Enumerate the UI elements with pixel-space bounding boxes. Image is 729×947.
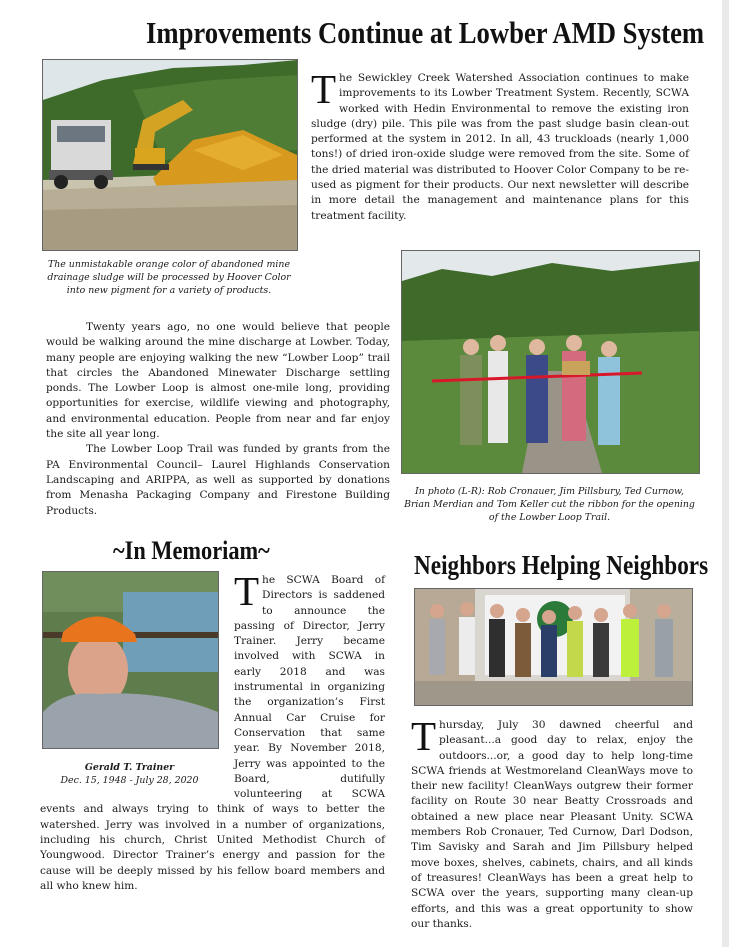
ribbon-photo-caption: In photo (L-R): Rob Cronauer, Jim Pillsbury, Ted Curnow, Brian Merdian and Tom Keller cut the ribbon for the opening of the Lowber Loop Trail.: [404, 486, 695, 523]
memoriam-headline: ~In Memoriam~: [113, 536, 270, 565]
lowber-headline: Improvements Continue at Lowber AMD System: [146, 15, 705, 50]
dropcap: T: [311, 66, 337, 112]
page-edge: [722, 0, 729, 947]
dropcap: T: [234, 568, 260, 614]
memoriam-text: The SCWA Board of Directors is saddened to announce the passing of Director, Jerry Trainer. Jerry became involved with SCWA in early 2018 and was instrumental in organizing the organization’s First Annual Car Cruise for Conservation that same year. By November 2018, Jerry was appointed to the Board, dutifully volunteering at SCWA events and always trying to think of ways to better the watershed. Jerry was involved in a number of organizations, including his church, Christ United Methodist Church of Youngwood. Director Trainer’s energy and passion for the cause will be deeply missed by his fellow board members and all who knew him.: [40, 568, 385, 892]
sludge-pile-photo: [42, 59, 298, 251]
ribbon-cutting-photo: [401, 250, 700, 474]
neighbors-headline: Neighbors Helping Neighbors: [414, 550, 709, 580]
trainer-name: Gerald T. Trainer: [84, 762, 175, 773]
trainer-dates: Dec. 15, 1948 - July 28, 2020: [60, 775, 199, 786]
cleanways-group-photo: [414, 588, 693, 706]
neighbors-article-text: Thursday, July 30 dawned cheerful and pleasant...a good day to relax, enjoy the outdoors...or, a good day to help long-time SCWA friends at Westmoreland CleanWays move to their new facility! CleanWays outgrew their former facility on Route 30 near Beatty Crossroads and obtained a new place near Pleasant Unity. SCWA members Rob Cronauer, Ted Curnow, Darl Dodson, Tim Savisky and Sarah and Jim Pillsbury helped move boxes, shelves, cabinets, chairs, and all kinds of treasures! CleanWays has been a great help to SCWA over the years, supporting many clean-up efforts, and this was a great opportunity to show our thanks.: [411, 713, 693, 930]
memoriam-photo-gap: [40, 573, 234, 801]
dropcap: T: [411, 713, 437, 759]
lowber-loop-paragraph-2: The Lowber Loop Trail was funded by grants from the PA Environmental Council– Laurel Highlands Conservation Landscaping and ARIPPA, as well as supported by donations from Menasha Packaging Company and Firestone Building Products.: [46, 443, 390, 517]
sludge-photo-caption: The unmistakable orange color of abandoned mine drainage sludge will be processed by Hoover Color into new pigment for a variety of products.: [47, 259, 291, 296]
lowber-loop-paragraph-1: Twenty years ago, no one would believe that people would be walking around the mine discharge at Lowber. Today, many people are enjoying walking the new “Lowber Loop” trail that circles the Abandoned Minewater Discharge settling ponds. The Lowber Loop is almost one-mile long, providing opportunities for exercise, wildlife viewing and photography, and environmental education. People from near and far enjoy the site all year long.: [46, 321, 390, 441]
lowber-loop-text: [46, 320, 390, 519]
lowber-article-text: The Sewickley Creek Watershed Association continues to make improvements to its Lowber Treatment System. Recently, SCWA worked with Hedin Environmental to remove the existing iron sludge (dry) pile. This pile was from the past sludge basin clean-out performed at the system in 2012. In all, 43 truckloads (nearly 1,000 tons!) of dried iron-oxide sludge were removed from the site. Some of the dried material was distributed to Hoover Color Company to be re-used as pigment for their products. Our next newsletter will describe in more detail the management and maintenance plans for this treatment facility.: [311, 66, 689, 222]
